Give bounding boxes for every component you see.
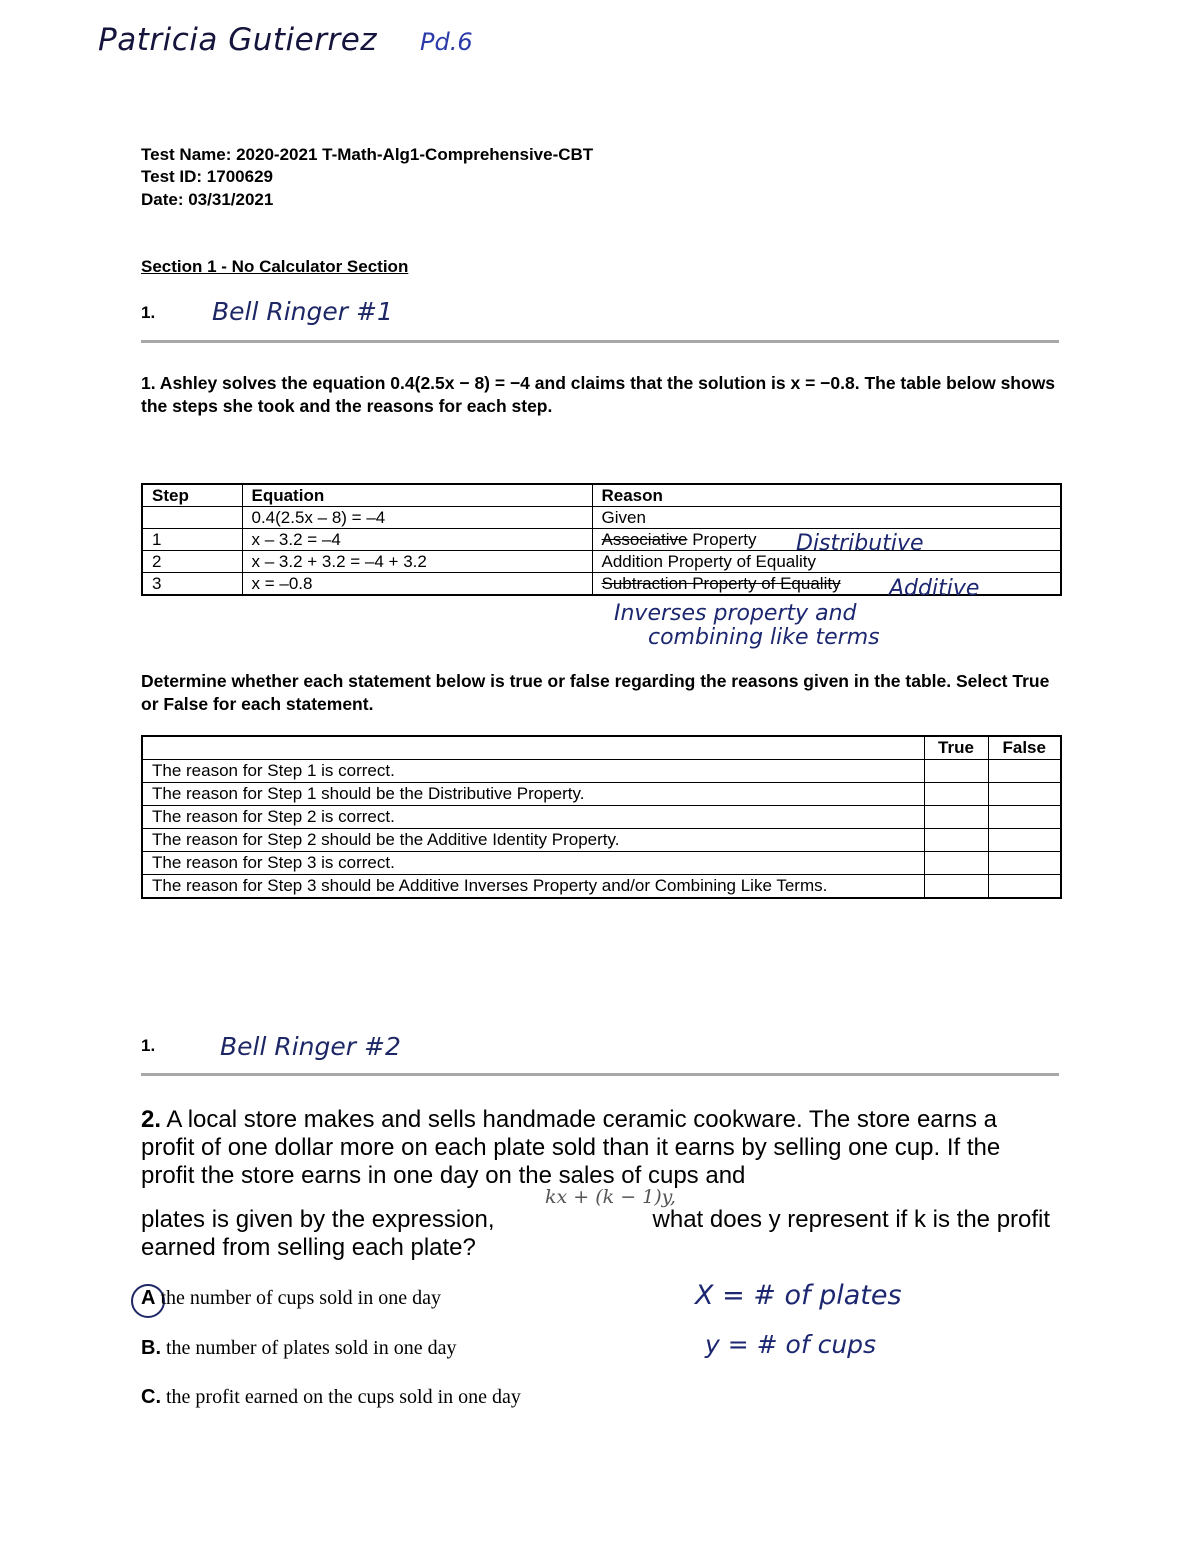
false-cell[interactable]	[988, 875, 1061, 899]
section-title: Section 1 - No Calculator Section	[141, 257, 409, 276]
question-2-text-b: plates is given by the expression,	[141, 1206, 495, 1233]
table-row	[142, 875, 1061, 899]
false-cell[interactable]	[988, 783, 1061, 806]
true-cell[interactable]	[924, 760, 988, 783]
test-id: Test ID: 1700629	[141, 167, 273, 186]
column-header-reason: Reason	[592, 484, 1061, 507]
answer-choice-c[interactable]	[141, 1386, 521, 1409]
choice-letter: B.	[141, 1337, 161, 1359]
handwritten-note-y: y = # of cups	[705, 1330, 877, 1359]
true-cell[interactable]	[924, 852, 988, 875]
class-period: Pd.6	[420, 28, 473, 56]
step-equation: x – 3.2 = –4	[242, 529, 592, 551]
step-equation: x = –0.8	[242, 573, 592, 596]
table-row	[142, 829, 1061, 852]
step-number	[142, 507, 242, 529]
step-reason-remainder: Property	[687, 530, 757, 549]
false-cell[interactable]	[988, 852, 1061, 875]
statement-text: The reason for Step 1 should be the Distributive Property.	[142, 783, 924, 806]
choice-letter: A	[141, 1287, 156, 1309]
divider	[141, 340, 1059, 343]
steps-table-header	[142, 484, 1061, 507]
handwritten-note-x: X = # of plates	[695, 1280, 902, 1311]
question-label-number: 1.	[141, 303, 156, 322]
table-row	[142, 852, 1061, 875]
false-cell[interactable]	[988, 829, 1061, 852]
answer-choice-b[interactable]	[141, 1337, 457, 1360]
struck-reason-text: Associative	[601, 530, 688, 549]
false-column-header: False	[988, 736, 1061, 760]
statement-text: The reason for Step 1 is correct.	[142, 760, 924, 783]
statement-text: The reason for Step 3 is correct.	[142, 852, 924, 875]
statement-text: The reason for Step 2 is correct.	[142, 806, 924, 829]
true-cell[interactable]	[924, 829, 988, 852]
choice-text: the profit earned on the cups sold in one day	[166, 1386, 521, 1408]
statement-column-header	[142, 736, 924, 760]
test-date: Date: 03/31/2021	[141, 190, 274, 209]
question-1-prompt: 1. Ashley solves the equation 0.4(2.5x − 8) = −4 and claims that the solution is x = −0.8. The table below shows the steps she took and the reasons for each step.	[141, 373, 1056, 416]
choice-text: the number of cups sold in one day	[160, 1287, 441, 1309]
true-false-header	[142, 736, 1061, 760]
bell-ringer-2-title: Bell Ringer #2	[220, 1032, 401, 1061]
profit-expression: kx + (k − 1)y,	[545, 1186, 676, 1208]
false-cell[interactable]	[988, 806, 1061, 829]
step-number: 3	[142, 573, 242, 596]
true-false-table	[141, 735, 1062, 899]
question-2-text-c: what does y represent if k is the profit earned from selling each plate?	[141, 1206, 1051, 1261]
step-number: 1	[142, 529, 242, 551]
table-row	[142, 507, 1061, 529]
question-2-number: 2.	[141, 1106, 162, 1133]
student-name: Patricia Gutierrez	[98, 22, 378, 58]
column-header-equation: Equation	[242, 484, 592, 507]
answer-choice-a[interactable]	[141, 1287, 441, 1310]
struck-reason-text: Subtraction Property of Equality	[601, 574, 841, 593]
false-cell[interactable]	[988, 760, 1061, 783]
true-cell[interactable]	[924, 875, 988, 899]
true-cell[interactable]	[924, 783, 988, 806]
choice-letter: C.	[141, 1386, 161, 1408]
table-row	[142, 806, 1061, 829]
handwritten-note-additive: Additive	[889, 576, 980, 601]
step-equation: 0.4(2.5x – 8) = –4	[242, 507, 592, 529]
divider	[141, 1073, 1059, 1076]
question-label-number: 1.	[141, 1036, 156, 1055]
test-name: Test Name: 2020-2021 T-Math-Alg1-Comprehensive-CBT	[141, 145, 594, 164]
true-column-header: True	[924, 736, 988, 760]
step-equation: x – 3.2 + 3.2 = –4 + 3.2	[242, 551, 592, 573]
handwritten-note-distributive: Distributive	[796, 531, 924, 556]
question-2-text-a: A local store makes and sells handmade ceramic cookware. The store earns a profit of one dollar more on each plate sold than it earns by selling one cup. If the profit the store earns in one day on the sales of cups and	[141, 1106, 1001, 1189]
step-number: 2	[142, 551, 242, 573]
table-row	[142, 783, 1061, 806]
statement-text: The reason for Step 2 should be the Additive Identity Property.	[142, 829, 924, 852]
step-reason: Addition Property of Equality	[592, 551, 1061, 573]
step-reason: Given	[592, 507, 1061, 529]
bell-ringer-1-title: Bell Ringer #1	[212, 297, 393, 326]
true-cell[interactable]	[924, 806, 988, 829]
statement-text: The reason for Step 3 should be Additive Inverses Property and/or Combining Like Terms.	[142, 875, 924, 899]
handwritten-note-combining: combining like terms	[648, 625, 880, 650]
table-row	[142, 760, 1061, 783]
choice-text: the number of plates sold in one day	[166, 1337, 457, 1359]
handwritten-note-inverses: Inverses property and	[614, 601, 857, 626]
true-false-instructions: Determine whether each statement below is true or false regarding the reasons given in the table. Select True or False for each statement.	[141, 671, 1050, 714]
column-header-step: Step	[142, 484, 242, 507]
step-reason	[592, 573, 1061, 596]
question-2-prompt	[141, 1106, 1051, 1262]
